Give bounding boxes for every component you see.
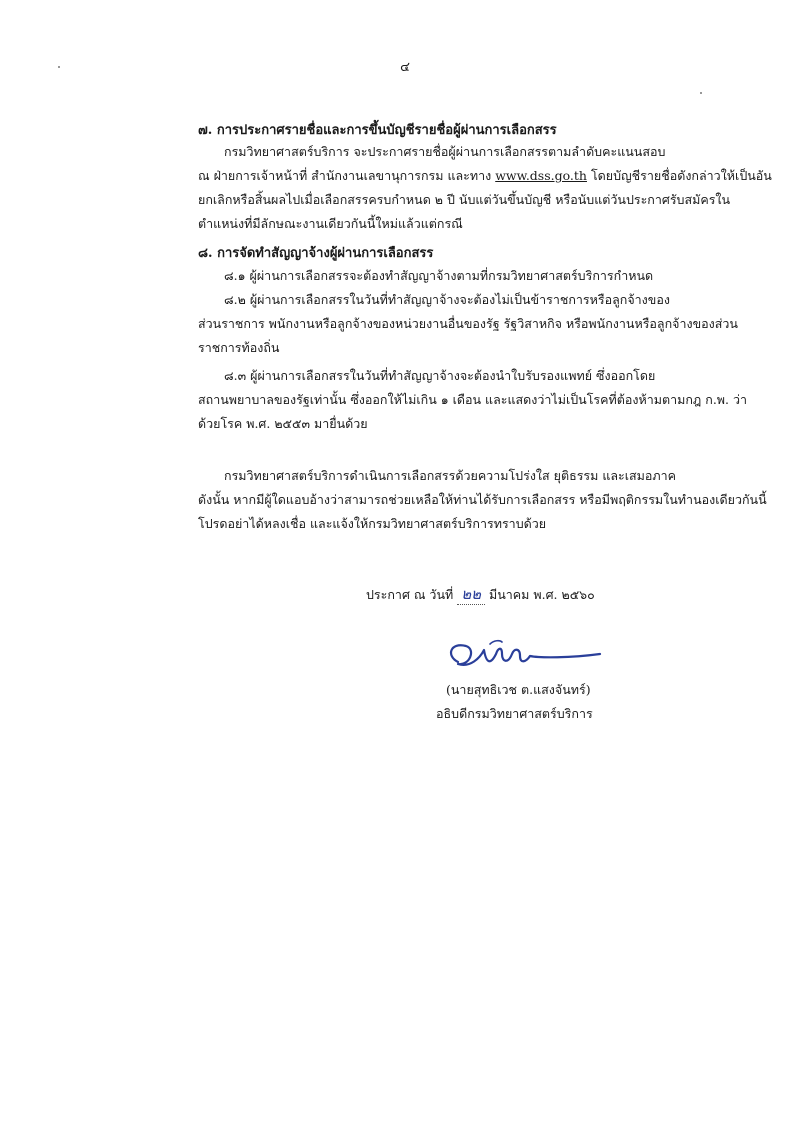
scan-speck	[58, 66, 60, 68]
section-8-item-2-line-2: ส่วนราชการ พนักงานหรือลูกจ้างของหน่วยงานอื่นของรัฐ รัฐวิสาหกิจ หรือพนักงานหรือลูกจ้างของส่วน	[198, 316, 738, 331]
signatory-name: (นายสุทธิเวช ต.แสงจันทร์)	[446, 682, 591, 697]
signature-scribble	[440, 636, 610, 681]
section-7-line-2-post: โดยบัญชีรายชื่อดังกล่าวให้เป็นอัน	[586, 168, 772, 183]
section-8-item-2-line-3: ราชการท้องถิ่น	[198, 340, 280, 355]
section-7-line-2	[198, 166, 772, 186]
section-7-line-3: ยกเลิกหรือสิ้นผลไปเมื่อเลือกสรรครบกำหนด ๒ ปี นับแต่วันขึ้นบัญชี หรือนับแต่วันประกาศรับสมัครใน	[198, 192, 731, 207]
section-7-line-4: ตำแหน่งที่มีลักษณะงานเดียวกันนี้ใหม่แล้วแต่กรณี	[198, 216, 463, 231]
section-8-heading: ๘. การจัดทำสัญญาจ้างผู้ผ่านการเลือกสรร	[198, 246, 434, 261]
section-8-item-1: ๘.๑ ผู้ผ่านการเลือกสรรจะต้องทำสัญญาจ้างตามที่กรมวิทยาศาสตร์บริการกำหนด	[224, 268, 654, 283]
scan-speck	[700, 92, 702, 94]
section-7-line-1: กรมวิทยาศาสตร์บริการ จะประกาศรายชื่อผู้ผ่านการเลือกสรรตามลำดับคะแนนสอบ	[224, 144, 666, 159]
section-8-item-3-line-2: สถานพยาบาลของรัฐเท่านั้น ซึ่งออกให้ไม่เกิน ๑ เดือน และแสดงว่าไม่เป็นโรคที่ต้องห้ามตามกฎ ก.พ. ว่า	[198, 392, 748, 407]
closing-line-1: กรมวิทยาศาสตร์บริการดำเนินการเลือกสรรด้วยความโปร่งใส ยุติธรรม และเสมอภาค	[224, 468, 677, 483]
page-number: ๔	[400, 60, 410, 75]
announcement-day-handwritten: ๒๒	[457, 584, 485, 605]
announcement-prefix: ประกาศ ณ วันที่	[366, 587, 454, 602]
announcement-month-year: มีนาคม พ.ศ. ๒๕๖๐	[488, 587, 595, 602]
dss-website-link[interactable]: www.dss.go.th	[495, 168, 587, 183]
section-8-item-3-line-3: ด้วยโรค พ.ศ. ๒๕๕๓ มายื่นด้วย	[198, 416, 368, 431]
section-8-item-2-line-1: ๘.๒ ผู้ผ่านการเลือกสรรในวันที่ทำสัญญาจ้างจะต้องไม่เป็นข้าราชการหรือลูกจ้างของ	[224, 292, 670, 307]
closing-line-2: ดังนั้น หากมีผู้ใดแอบอ้างว่าสามารถช่วยเหลือให้ท่านได้รับการเลือกสรร หรือมีพฤติกรรมในทำนองเดียวกันนี้	[198, 492, 767, 507]
announcement-date-line	[366, 584, 595, 605]
section-7-line-2-pre: ณ ฝ่ายการเจ้าหน้าที่ สำนักงานเลขานุการกรม และทาง	[198, 168, 496, 183]
section-7-heading: ๗. การประกาศรายชื่อและการขึ้นบัญชีรายชื่อผู้ผ่านการเลือกสรร	[198, 123, 557, 138]
section-8-item-3-line-1: ๘.๓ ผู้ผ่านการเลือกสรรในวันที่ทำสัญญาจ้างจะต้องนำใบรับรองแพทย์ ซึ่งออกโดย	[224, 368, 656, 383]
signatory-title: อธิบดีกรมวิทยาศาสตร์บริการ	[436, 706, 593, 721]
signature-image	[440, 636, 610, 681]
closing-line-3: โปรดอย่าได้หลงเชื่อ และแจ้งให้กรมวิทยาศาสตร์บริการทราบด้วย	[198, 516, 547, 531]
